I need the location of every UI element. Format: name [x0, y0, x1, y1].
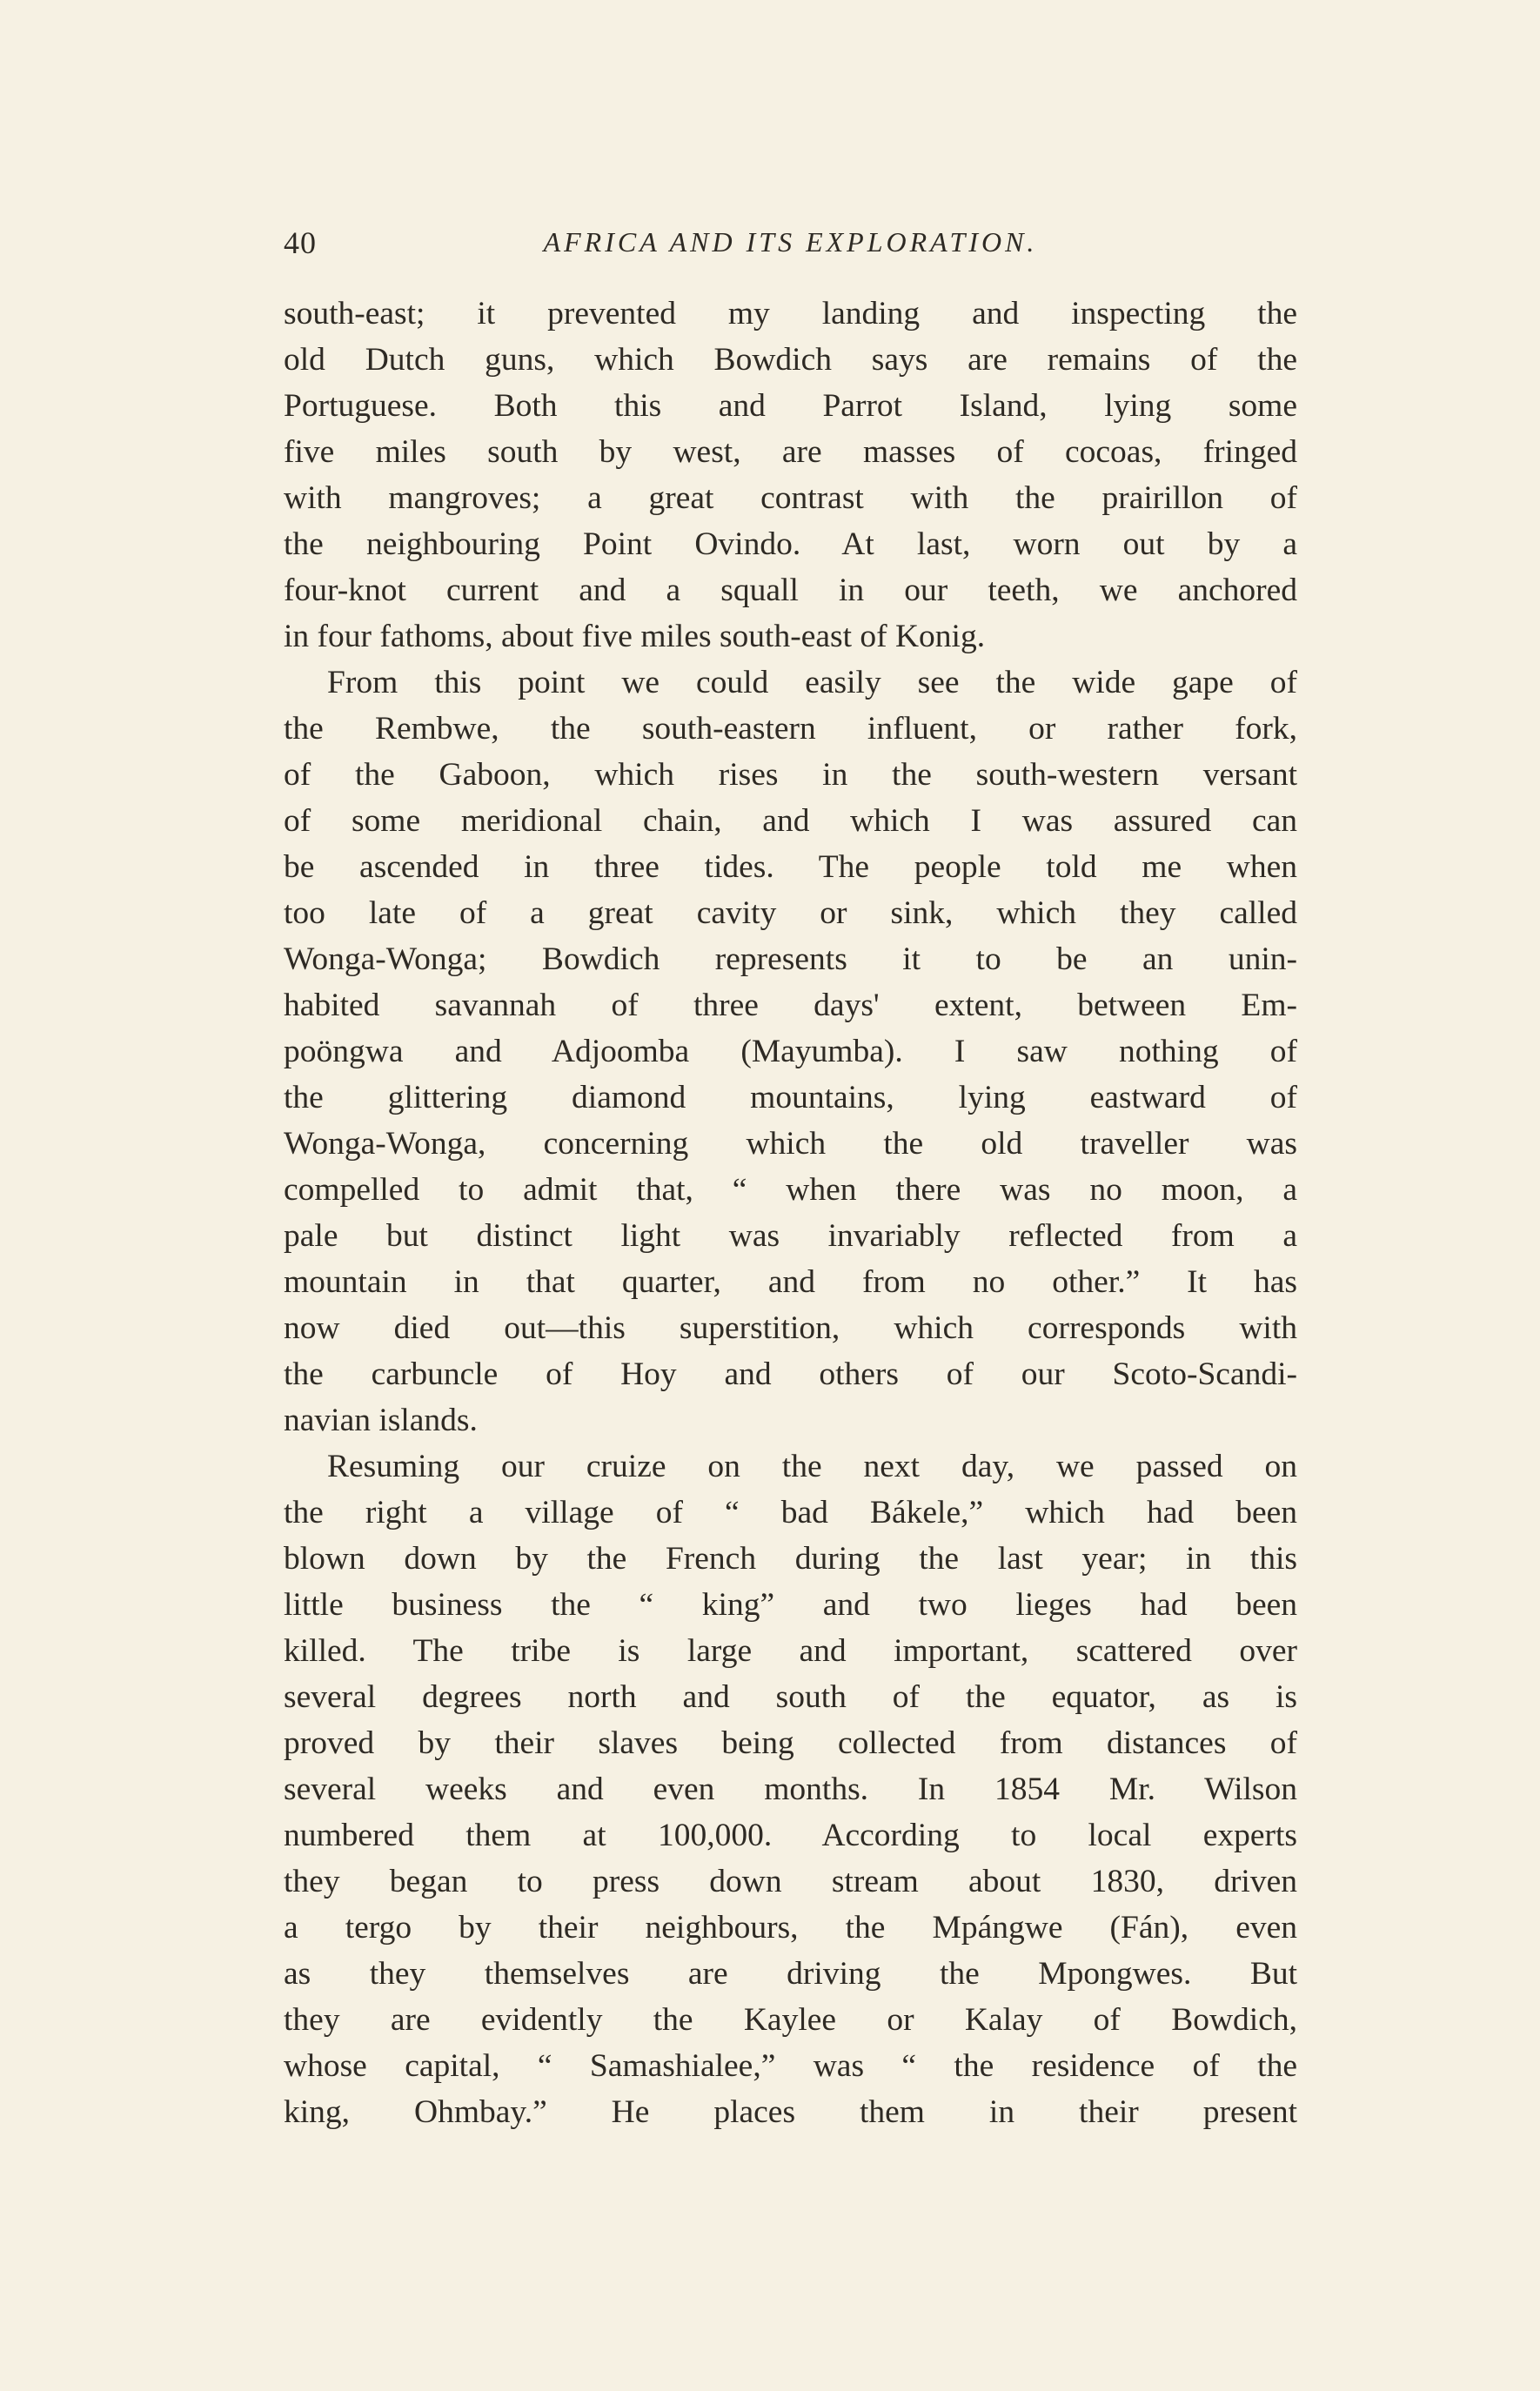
text-line: several degrees north and south of the equator, as is — [284, 1679, 1297, 1715]
text-line: king, Ohmbay.” He places them in their present — [284, 2094, 1297, 2130]
text-line: four-knot current and a squall in our teeth, we anchored — [284, 573, 1297, 608]
text-line: be ascended in three tides. The people told me when — [284, 849, 1297, 885]
text-line: the right a village of “ bad Bákele,” which had been — [284, 1495, 1297, 1530]
text-line: old Dutch guns, which Bowdich says are remains of the — [284, 342, 1297, 378]
text-line: killed. The tribe is large and important, scattered over — [284, 1633, 1297, 1669]
text-line: now died out—this superstition, which corresponds with — [284, 1310, 1297, 1346]
text-line: numbered them at 100,000. According to local experts — [284, 1818, 1297, 1853]
text-line: five miles south by west, are masses of cocoas, fringed — [284, 434, 1297, 470]
text-line: with mangroves; a great contrast with the prairillon of — [284, 480, 1297, 516]
text-line: in four fathoms, about five miles south-east of Konig. — [284, 619, 986, 654]
text-line: of the Gaboon, which rises in the south-western versant — [284, 757, 1297, 793]
text-line: a tergo by their neighbours, the Mpángwe (Fán), even — [284, 1910, 1297, 1946]
body-text — [284, 291, 1297, 2135]
text-line: the neighbouring Point Ovindo. At last, worn out by a — [284, 526, 1297, 562]
text-line: the carbuncle of Hoy and others of our Scoto-Scandi- — [284, 1356, 1297, 1392]
text-line: as they themselves are driving the Mpongwes. But — [284, 1956, 1297, 1992]
text-line: From this point we could easily see the wide gape of — [327, 665, 1297, 700]
text-line: of some meridional chain, and which I was assured can — [284, 803, 1297, 839]
text-line: they began to press down stream about 1830, driven — [284, 1864, 1297, 1899]
text-line: navian islands. — [284, 1403, 478, 1438]
text-line: Portuguese. Both this and Parrot Island, lying some — [284, 388, 1297, 424]
text-line: the Rembwe, the south-eastern influent, or rather fork, — [284, 711, 1297, 747]
text-line: mountain in that quarter, and from no other.” It has — [284, 1264, 1297, 1300]
text-line: poöngwa and Adjoomba (Mayumba). I saw nothing of — [284, 1034, 1297, 1069]
page-header — [284, 224, 1297, 277]
text-line: whose capital, “ Samashialee,” was “ the residence of the — [284, 2048, 1297, 2084]
text-line: Resuming our cruize on the next day, we passed on — [327, 1449, 1297, 1484]
text-line: proved by their slaves being collected from distances of — [284, 1725, 1297, 1761]
page-number: 40 — [284, 225, 317, 260]
text-line: Wonga-Wonga; Bowdich represents it to be an unin- — [284, 941, 1297, 977]
text-line: they are evidently the Kaylee or Kalay of Bowdich, — [284, 2002, 1297, 2038]
text-line: Wonga-Wonga, concerning which the old traveller was — [284, 1126, 1297, 1162]
text-line: little business the “ king” and two lieges had been — [284, 1587, 1297, 1623]
text-line: habited savannah of three days' extent, between Em- — [284, 988, 1297, 1023]
text-line: compelled to admit that, “ when there was no moon, a — [284, 1172, 1297, 1208]
text-line: blown down by the French during the last year; in this — [284, 1541, 1297, 1577]
text-line: the glittering diamond mountains, lying eastward of — [284, 1080, 1297, 1115]
text-line: several weeks and even months. In 1854 Mr. Wilson — [284, 1771, 1297, 1807]
running-title: AFRICA AND ITS EXPLORATION. — [543, 226, 1038, 258]
text-line: pale but distinct light was invariably reflected from a — [284, 1218, 1297, 1254]
text-line: too late of a great cavity or sink, which they called — [284, 895, 1297, 931]
text-line: south-east; it prevented my landing and inspecting the — [284, 296, 1297, 332]
